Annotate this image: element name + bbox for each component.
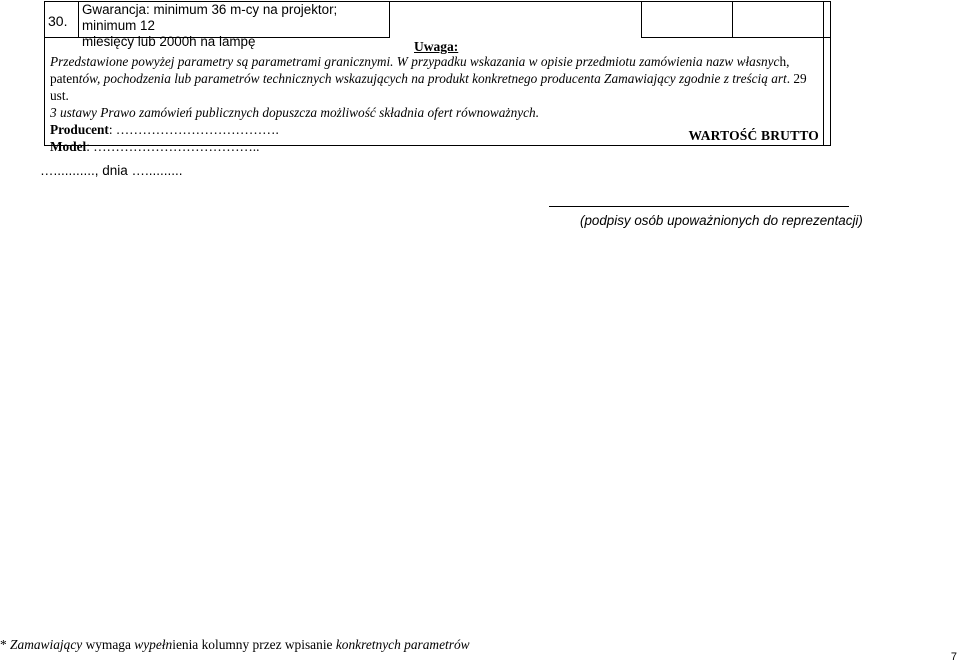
table-row-divider-right <box>641 37 831 38</box>
row-description-line: Gwarancja: minimum 36 m-cy na projektor; minimum 12 <box>82 2 338 33</box>
model-label: Model <box>50 139 87 154</box>
signature-line <box>549 206 849 207</box>
table-border-right <box>830 1 831 146</box>
place-date: …..........., dnia ….......... <box>40 163 183 178</box>
notes-line: Przedstawione powyżej parametry są parametrami granicznymi. W przypadku wskazania w opisie przedmiotu zamówienia nazw własnych, <box>50 54 790 69</box>
page-number: 7 <box>950 651 957 663</box>
footnote: * Zamawiający wymaga wypełnienia kolumny przez wpisanie konkretnych parametrów <box>0 637 470 652</box>
signature-caption: (podpisy osób upoważnionych do reprezentacji) <box>580 213 863 228</box>
model-value: : ……………………………….. <box>86 139 260 154</box>
notes-line: 3 ustawy Prawo zamówień publicznych dopuszcza możliwość składnia ofert równoważnych. <box>50 105 540 120</box>
producent-label: Producent <box>50 122 109 137</box>
row-description-line: miesięcy lub 2000h na lampę <box>82 34 256 49</box>
row-description <box>82 2 388 50</box>
table-border-left <box>44 1 45 146</box>
table-col-divider <box>389 1 390 38</box>
table-col-divider <box>641 1 642 38</box>
notes-heading: Uwaga: <box>414 39 459 54</box>
row-number: 30. <box>48 13 68 29</box>
notes-line: patentów, pochodzenia lub parametrów technicznych wskazujących na produkt konkretnego producenta Zamawiający zgodnie z treścią art. 29 ust. <box>50 71 807 103</box>
total-label: WARTOŚĆ BRUTTO <box>688 128 819 143</box>
producent-value: : ………………………………. <box>108 122 279 137</box>
table-col-divider <box>78 1 79 38</box>
table-col-divider <box>732 1 733 38</box>
table-col-divider <box>823 1 824 146</box>
